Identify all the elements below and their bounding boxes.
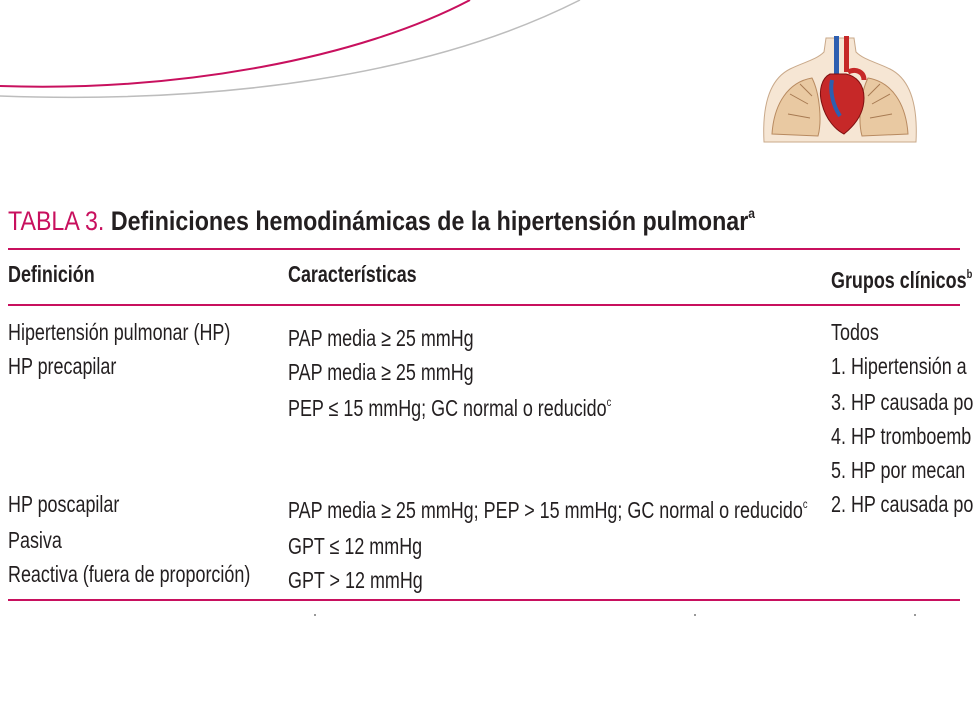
- row-6-caracteristicas: [288, 490, 808, 524]
- row-4-grupos: 4. HP tromboemb: [831, 423, 972, 449]
- header-grupos-superscript: b: [966, 267, 973, 281]
- table-number: TABLA 3.: [8, 206, 105, 236]
- row-3-car-text: PEP ≤ 15 mmHg; GC normal o reducido: [288, 395, 607, 421]
- row-2-grupos: 1. Hipertensión a: [831, 353, 967, 379]
- row-7-car-text: GPT ≤ 12 mmHg: [288, 533, 423, 559]
- row-1-caracteristicas: [288, 318, 474, 352]
- row-8-definicion: Reactiva (fuera de proporción): [8, 561, 251, 587]
- table-title-superscript: a: [748, 205, 755, 221]
- header-definicion: Definición: [8, 261, 95, 287]
- row-3-caracteristicas: [288, 388, 611, 422]
- table-bottom-rule: [8, 599, 960, 601]
- row-2-caracteristicas: [288, 352, 474, 386]
- header-caracteristicas: Características: [288, 261, 417, 287]
- row-3-car-sup: c: [606, 395, 612, 409]
- row-7-definicion: Pasiva: [8, 527, 62, 553]
- row-1-definicion: Hipertensión pulmonar (HP): [8, 319, 231, 345]
- row-6-car-sup: c: [802, 497, 808, 511]
- table-title-text: Definiciones hemodinámicas de la hipertensión pulmonar: [110, 206, 749, 236]
- table-header-rule: [8, 304, 960, 306]
- table-top-rule: [8, 248, 960, 250]
- row-1-grupos: Todos: [831, 319, 879, 345]
- scan-mark: [694, 614, 696, 616]
- row-6-car-text: PAP media ≥ 25 mmHg; PEP > 15 mmHg; GC normal o reducido: [288, 497, 803, 523]
- row-3-grupos: 3. HP causada po: [831, 389, 973, 415]
- heart-lungs-anatomy-icon: [760, 34, 920, 144]
- row-8-caracteristicas: [288, 560, 423, 594]
- row-2-definicion: HP precapilar: [8, 353, 117, 379]
- row-6-grupos: 2. HP causada po: [831, 491, 973, 517]
- row-1-car-text: PAP media ≥ 25 mmHg: [288, 325, 474, 351]
- row-8-car-text: GPT > 12 mmHg: [288, 567, 423, 593]
- header-grupos-clinicos: [831, 260, 972, 294]
- scan-mark: [914, 614, 916, 616]
- scan-mark: [314, 614, 316, 616]
- row-7-caracteristicas: [288, 526, 422, 560]
- table-title: [8, 196, 827, 238]
- row-2-car-text: PAP media ≥ 25 mmHg: [288, 359, 474, 385]
- header-grupos-text: Grupos clínicos: [831, 267, 967, 293]
- row-6-definicion: HP poscapilar: [8, 491, 120, 517]
- row-5-grupos: 5. HP por mecan: [831, 457, 966, 483]
